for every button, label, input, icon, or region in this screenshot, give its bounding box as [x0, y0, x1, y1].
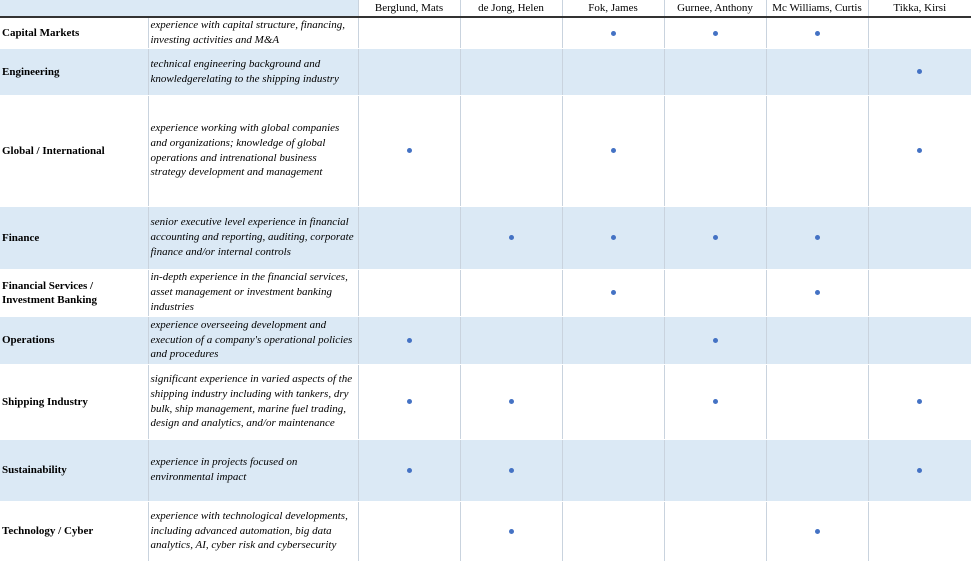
skill-dot-icon [713, 31, 718, 36]
skill-dot-icon [407, 338, 412, 343]
skill-dot-icon [815, 290, 820, 295]
skill-dot-icon [407, 468, 412, 473]
skill-dot-icon [407, 399, 412, 404]
matrix-cell [766, 206, 868, 269]
matrix-cell [868, 439, 971, 501]
matrix-cell [358, 439, 460, 501]
skill-description: in-depth experience in the financial services, asset management or investment banking industries [148, 269, 358, 316]
skill-dot-icon [509, 529, 514, 534]
matrix-cell [664, 206, 766, 269]
skill-dot-icon [611, 235, 616, 240]
skill-description: experience working with global companies and organizations; knowledge of global operations and intrenational business strategy development and management [148, 95, 358, 206]
matrix-cell [358, 95, 460, 206]
matrix-cell [460, 269, 562, 316]
matrix-cell [766, 439, 868, 501]
matrix-cell [664, 439, 766, 501]
director-header: Gurnee, Anthony [664, 0, 766, 17]
skill-dot-icon [815, 235, 820, 240]
matrix-cell [562, 439, 664, 501]
skill-dot-icon [713, 235, 718, 240]
skill-description: experience overseeing development and execution of a company's operational policies and procedures [148, 316, 358, 364]
table-row [0, 206, 971, 269]
matrix-cell [868, 48, 971, 95]
matrix-cell [562, 269, 664, 316]
matrix-cell [460, 17, 562, 48]
skill-dot-icon [815, 31, 820, 36]
skill-label [0, 269, 148, 316]
skill-label-line: Operations [2, 334, 55, 346]
matrix-cell [868, 316, 971, 364]
matrix-cell [664, 95, 766, 206]
skill-description: significant experience in varied aspects of the shipping industry including with tankers, dry bulk, ship management, marine fuel trading, design and analytics, and/or maintenance [148, 364, 358, 439]
skill-dot-icon [611, 290, 616, 295]
matrix-cell [358, 364, 460, 439]
matrix-cell [562, 501, 664, 561]
skill-dot-icon [917, 399, 922, 404]
matrix-cell [664, 269, 766, 316]
matrix-cell [664, 48, 766, 95]
matrix-cell [562, 316, 664, 364]
skill-label [0, 316, 148, 364]
skill-description: technical engineering background and knowledgerelating to the shipping industry [148, 48, 358, 95]
skill-description: experience in projects focused on environmental impact [148, 439, 358, 501]
matrix-cell [460, 316, 562, 364]
skill-label [0, 17, 148, 48]
skill-label [0, 206, 148, 269]
skill-dot-icon [917, 468, 922, 473]
table-row [0, 501, 971, 561]
matrix-cell [562, 206, 664, 269]
matrix-cell [868, 95, 971, 206]
skill-label [0, 501, 148, 561]
skill-label-line: Sustainability [2, 464, 67, 476]
matrix-cell [664, 501, 766, 561]
matrix-cell [868, 501, 971, 561]
skill-dot-icon [611, 31, 616, 36]
skill-dot-icon [509, 235, 514, 240]
director-header: Mc Williams, Curtis [766, 0, 868, 17]
skill-label-line: Shipping Industry [2, 395, 88, 408]
skill-label-line: Investment Banking [2, 293, 98, 306]
skill-label-line: Global / International [2, 144, 105, 157]
table-row [0, 439, 971, 501]
skill-label-line: Technology / Cyber [2, 525, 94, 537]
header-blank-cell [0, 0, 358, 17]
matrix-cell [460, 439, 562, 501]
matrix-cell [358, 17, 460, 48]
table-row [0, 95, 971, 206]
matrix-cell [460, 364, 562, 439]
matrix-cell [562, 17, 664, 48]
matrix-cell [868, 269, 971, 316]
skill-dot-icon [815, 529, 820, 534]
matrix-cell [562, 95, 664, 206]
matrix-cell [358, 316, 460, 364]
matrix-cell [766, 95, 868, 206]
director-header: de Jong, Helen [460, 0, 562, 17]
table-row [0, 48, 971, 95]
skill-dot-icon [713, 338, 718, 343]
skill-label-line: Financial Services / [2, 279, 94, 292]
director-header: Fok, James [562, 0, 664, 17]
matrix-cell [766, 48, 868, 95]
matrix-cell [358, 48, 460, 95]
matrix-cell [868, 364, 971, 439]
matrix-cell [766, 501, 868, 561]
matrix-cell [664, 316, 766, 364]
matrix-cell [358, 206, 460, 269]
skill-dot-icon [917, 69, 922, 74]
skill-description: experience with technological developments, including advanced automation, big data analytics, AI, cyber risk and cybersecurity [148, 501, 358, 561]
skill-label [0, 439, 148, 501]
skill-dot-icon [611, 148, 616, 153]
skill-dot-icon [917, 148, 922, 153]
matrix-cell [766, 364, 868, 439]
matrix-cell [460, 95, 562, 206]
matrix-cell [868, 17, 971, 48]
director-header: Tikka, Kirsi [868, 0, 971, 17]
matrix-cell [358, 501, 460, 561]
table-row [0, 364, 971, 439]
skill-label [0, 364, 148, 439]
skill-dot-icon [713, 399, 718, 404]
skill-dot-icon [509, 399, 514, 404]
table-row [0, 269, 971, 316]
matrix-cell [766, 17, 868, 48]
matrix-cell [868, 206, 971, 269]
skill-label [0, 48, 148, 95]
matrix-body [0, 17, 971, 561]
skill-label-line: Finance [2, 231, 40, 244]
matrix-cell [664, 364, 766, 439]
skill-description: experience with capital structure, financing, investing activities and M&A [148, 17, 358, 48]
table-row [0, 17, 971, 48]
matrix-cell [460, 48, 562, 95]
matrix-cell [766, 269, 868, 316]
skill-dot-icon [509, 468, 514, 473]
matrix-cell [766, 316, 868, 364]
matrix-cell [460, 206, 562, 269]
skill-label-line: Capital Markets [2, 26, 80, 39]
matrix-cell [358, 269, 460, 316]
matrix-cell [460, 501, 562, 561]
director-header: Berglund, Mats [358, 0, 460, 17]
skill-label-line: Engineering [2, 65, 60, 78]
matrix-cell [562, 48, 664, 95]
matrix-cell [562, 364, 664, 439]
header-row [0, 0, 971, 17]
skill-dot-icon [407, 148, 412, 153]
table-row [0, 316, 971, 364]
matrix-cell [664, 17, 766, 48]
skill-label [0, 95, 148, 206]
skill-description: senior executive level experience in financial accounting and reporting, auditing, corporate finance and/or internal controls [148, 206, 358, 269]
